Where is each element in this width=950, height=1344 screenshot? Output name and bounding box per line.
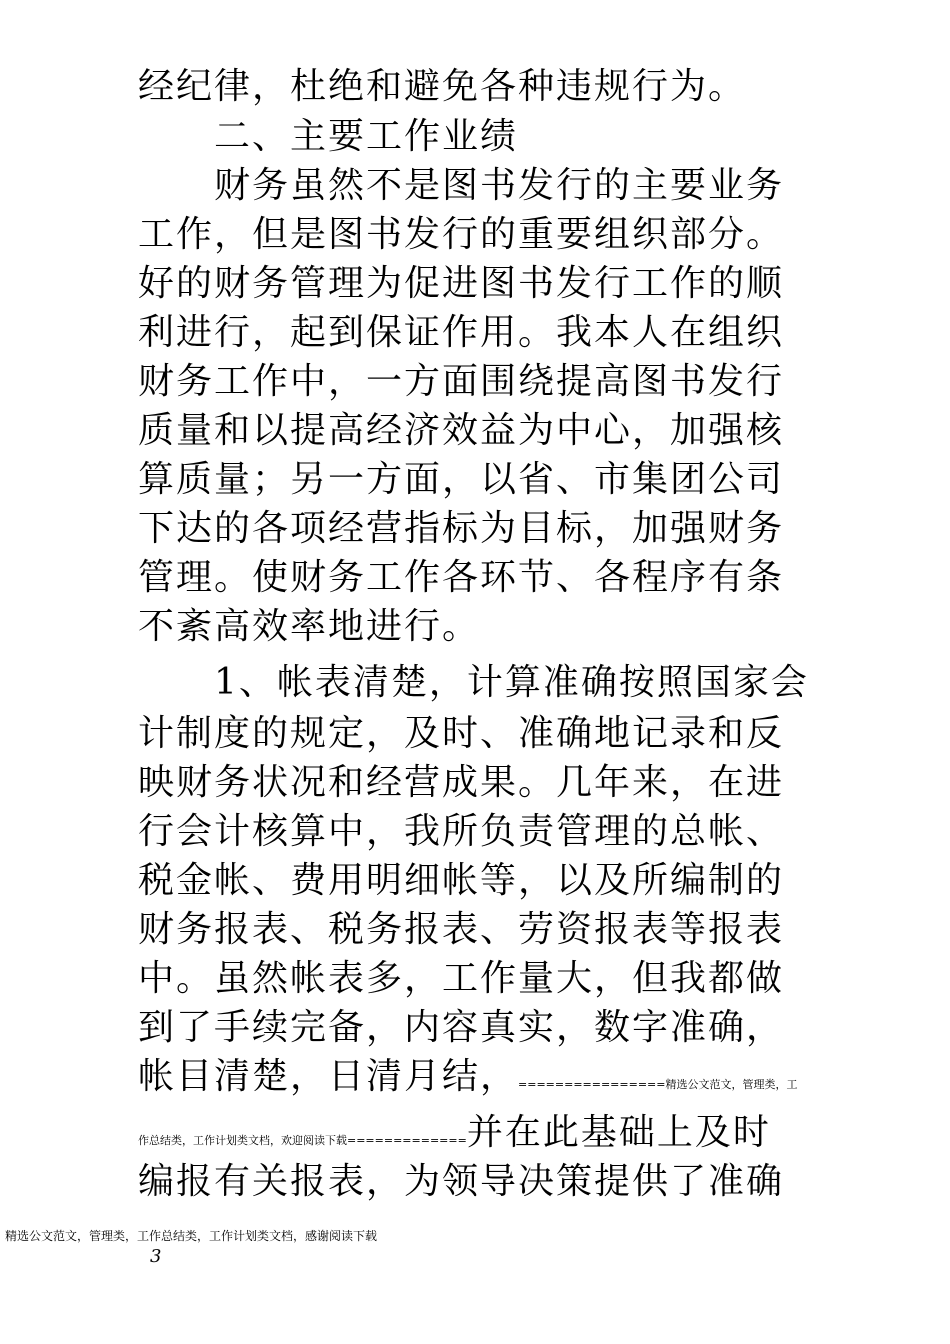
body-line: 编报有关报表，为领导决策提供了准确	[138, 1161, 785, 1202]
section-heading: 二、主要工作业绩	[214, 116, 519, 157]
body-line: 中。虽然帐表多，工作量大，但我都做	[138, 958, 785, 999]
body-line: 到了手续完备，内容真实，数字准确，	[138, 1007, 785, 1048]
body-line: 1、帐表清楚，计算准确按照国家会	[214, 662, 809, 703]
body-line: 不紊高效率地进行。	[138, 606, 481, 647]
inline-watermark: ================精选公文范文，管理类，工	[518, 1078, 798, 1091]
body-line: 行会计核算中，我所负责管理的总帐、	[138, 811, 785, 852]
body-line: 算质量；另一方面，以省、市集团公司	[138, 459, 785, 500]
body-line: 工作，但是图书发行的重要组织部分。	[138, 214, 785, 255]
body-line	[138, 1054, 797, 1108]
body-line: 质量和以提高经济效益为中心，加强核	[138, 410, 785, 451]
page-number: 3	[150, 1246, 162, 1267]
body-line: 管理。使财务工作各环节、各程序有条	[138, 557, 785, 598]
body-line-text: 帐目清楚，日清月结，	[138, 1056, 519, 1097]
body-line: 下达的各项经营指标为目标，加强财务	[138, 508, 785, 549]
body-line: 财务工作中，一方面围绕提高图书发行	[138, 361, 785, 402]
body-line: 利进行，起到保证作用。我本人在组织	[138, 312, 785, 353]
body-line	[138, 1110, 771, 1164]
body-line: 映财务状况和经营成果。几年来，在进	[138, 762, 785, 803]
footer-watermark: 精选公文范文，管理类，工作总结类，工作计划类文档，感谢阅读下载	[5, 1229, 378, 1243]
body-line: 财务虽然不是图书发行的主要业务	[214, 165, 785, 206]
body-line: 经纪律，杜绝和避免各种违规行为。	[138, 66, 747, 107]
body-line-text: 并在此基础上及时	[466, 1112, 771, 1153]
inline-watermark: 作总结类，工作计划类文档，欢迎阅读下载=============	[138, 1134, 467, 1147]
body-line: 计制度的规定，及时、准确地记录和反	[138, 713, 785, 754]
body-line: 财务报表、税务报表、劳资报表等报表	[138, 909, 785, 950]
body-line: 税金帐、费用明细帐等，以及所编制的	[138, 860, 785, 901]
body-line: 好的财务管理为促进图书发行工作的顺	[138, 263, 785, 304]
